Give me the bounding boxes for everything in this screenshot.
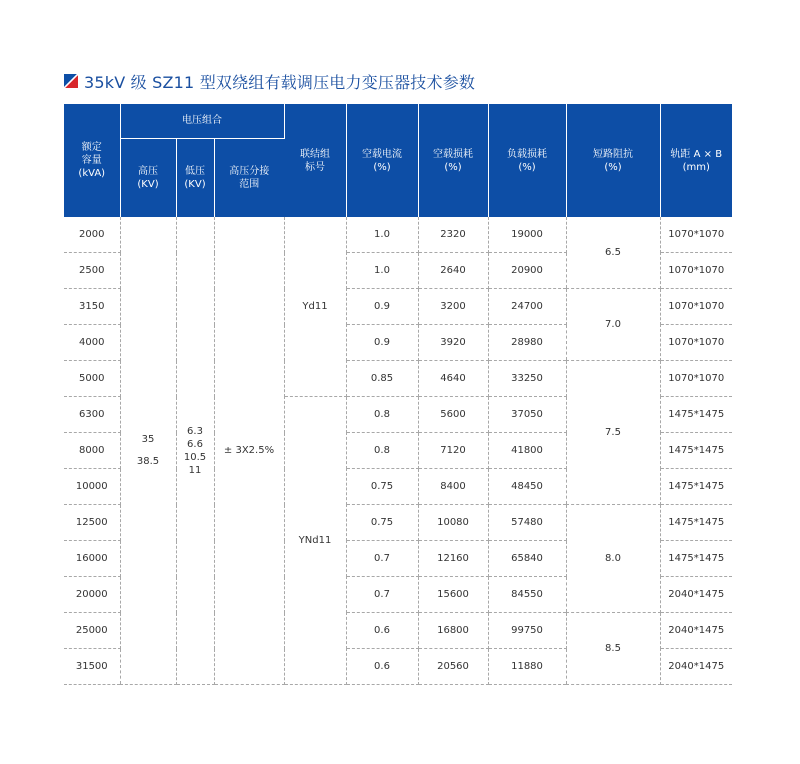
- cell-noload-loss: 5600: [418, 397, 488, 433]
- cell-noload-loss: 12160: [418, 541, 488, 577]
- cell-impedance: 8.0: [566, 505, 660, 613]
- cell-impedance: 6.5: [566, 217, 660, 289]
- cell-load-loss: 20900: [488, 253, 566, 289]
- header-hv: 高压 (KV): [120, 138, 176, 217]
- cell-gauge: 1475*1475: [660, 505, 732, 541]
- cell-gauge: 1475*1475: [660, 469, 732, 505]
- header-impedance: 短路阻抗 (%): [566, 104, 660, 217]
- cell-load-loss: 28980: [488, 325, 566, 361]
- cell-gauge: 1070*1070: [660, 361, 732, 397]
- cell-capacity: 6300: [64, 397, 120, 433]
- cell-noload-current: 0.8: [346, 397, 418, 433]
- cell-load-loss: 24700: [488, 289, 566, 325]
- cell-noload-loss: 8400: [418, 469, 488, 505]
- cell-noload-current: 0.6: [346, 613, 418, 649]
- cell-noload-loss: 3200: [418, 289, 488, 325]
- cell-noload-current: 0.8: [346, 433, 418, 469]
- cell-noload-loss: 15600: [418, 577, 488, 613]
- cell-capacity: 2500: [64, 253, 120, 289]
- cell-gauge: 2040*1475: [660, 613, 732, 649]
- cell-noload-current: 0.7: [346, 541, 418, 577]
- cell-load-loss: 57480: [488, 505, 566, 541]
- cell-noload-current: 0.9: [346, 325, 418, 361]
- cell-capacity: 8000: [64, 433, 120, 469]
- cell-noload-loss: 2320: [418, 217, 488, 253]
- cell-gauge: 1070*1070: [660, 217, 732, 253]
- cell-load-loss: 84550: [488, 577, 566, 613]
- cell-capacity: 3150: [64, 289, 120, 325]
- cell-noload-loss: 3920: [418, 325, 488, 361]
- title-bar: [64, 70, 475, 92]
- spec-table: [64, 104, 732, 685]
- cell-load-loss: 48450: [488, 469, 566, 505]
- cell-load-loss: 11880: [488, 649, 566, 685]
- brand-logo-icon: [64, 74, 78, 88]
- header-capacity: 额定 容量 (kVA): [64, 104, 120, 217]
- cell-hv-merged: 35 38.5: [120, 217, 176, 685]
- header-lv: 低压 (KV): [176, 138, 214, 217]
- cell-capacity: 5000: [64, 361, 120, 397]
- cell-capacity: 2000: [64, 217, 120, 253]
- cell-noload-current: 0.6: [346, 649, 418, 685]
- cell-gauge: 2040*1475: [660, 649, 732, 685]
- cell-noload-loss: 10080: [418, 505, 488, 541]
- cell-capacity: 16000: [64, 541, 120, 577]
- cell-gauge: 1475*1475: [660, 433, 732, 469]
- cell-load-loss: 99750: [488, 613, 566, 649]
- cell-gauge: 1070*1070: [660, 253, 732, 289]
- header-load-loss: 负载损耗 (%): [488, 104, 566, 217]
- cell-noload-loss: 20560: [418, 649, 488, 685]
- cell-vector-yd11: Yd11: [284, 217, 346, 397]
- header-noload-loss: 空载损耗 (%): [418, 104, 488, 217]
- cell-gauge: 1475*1475: [660, 397, 732, 433]
- cell-tap-merged: ± 3X2.5%: [214, 217, 284, 685]
- cell-load-loss: 65840: [488, 541, 566, 577]
- cell-noload-current: 0.85: [346, 361, 418, 397]
- cell-impedance: 7.5: [566, 361, 660, 505]
- cell-capacity: 25000: [64, 613, 120, 649]
- cell-noload-loss: 4640: [418, 361, 488, 397]
- cell-noload-loss: 7120: [418, 433, 488, 469]
- cell-capacity: 10000: [64, 469, 120, 505]
- cell-gauge: 1070*1070: [660, 325, 732, 361]
- table-row: [64, 217, 732, 253]
- cell-noload-current: 0.75: [346, 469, 418, 505]
- cell-capacity: 4000: [64, 325, 120, 361]
- cell-noload-current: 0.7: [346, 577, 418, 613]
- cell-noload-current: 1.0: [346, 253, 418, 289]
- cell-noload-current: 0.9: [346, 289, 418, 325]
- header-noload-current: 空载电流 (%): [346, 104, 418, 217]
- header-voltage-group: 电压组合: [120, 104, 284, 138]
- cell-lv-merged: 6.3 6.6 10.5 11: [176, 217, 214, 685]
- header-gauge: 轨距 A × B (mm): [660, 104, 732, 217]
- cell-gauge: 1475*1475: [660, 541, 732, 577]
- cell-load-loss: 37050: [488, 397, 566, 433]
- cell-load-loss: 41800: [488, 433, 566, 469]
- cell-noload-loss: 16800: [418, 613, 488, 649]
- cell-capacity: 12500: [64, 505, 120, 541]
- cell-noload-current: 1.0: [346, 217, 418, 253]
- cell-capacity: 31500: [64, 649, 120, 685]
- cell-noload-loss: 2640: [418, 253, 488, 289]
- cell-load-loss: 33250: [488, 361, 566, 397]
- header-tap-range: 高压分接 范围: [214, 138, 284, 217]
- header-vector-group: 联结组 标号: [284, 104, 346, 217]
- cell-gauge: 2040*1475: [660, 577, 732, 613]
- page-title: 35kV 级 SZ11 型双绕组有载调压电力变压器技术参数: [84, 72, 476, 92]
- cell-impedance: 7.0: [566, 289, 660, 361]
- cell-impedance: 8.5: [566, 613, 660, 685]
- cell-load-loss: 19000: [488, 217, 566, 253]
- cell-capacity: 20000: [64, 577, 120, 613]
- cell-gauge: 1070*1070: [660, 289, 732, 325]
- cell-vector-ynd11: YNd11: [284, 397, 346, 685]
- cell-noload-current: 0.75: [346, 505, 418, 541]
